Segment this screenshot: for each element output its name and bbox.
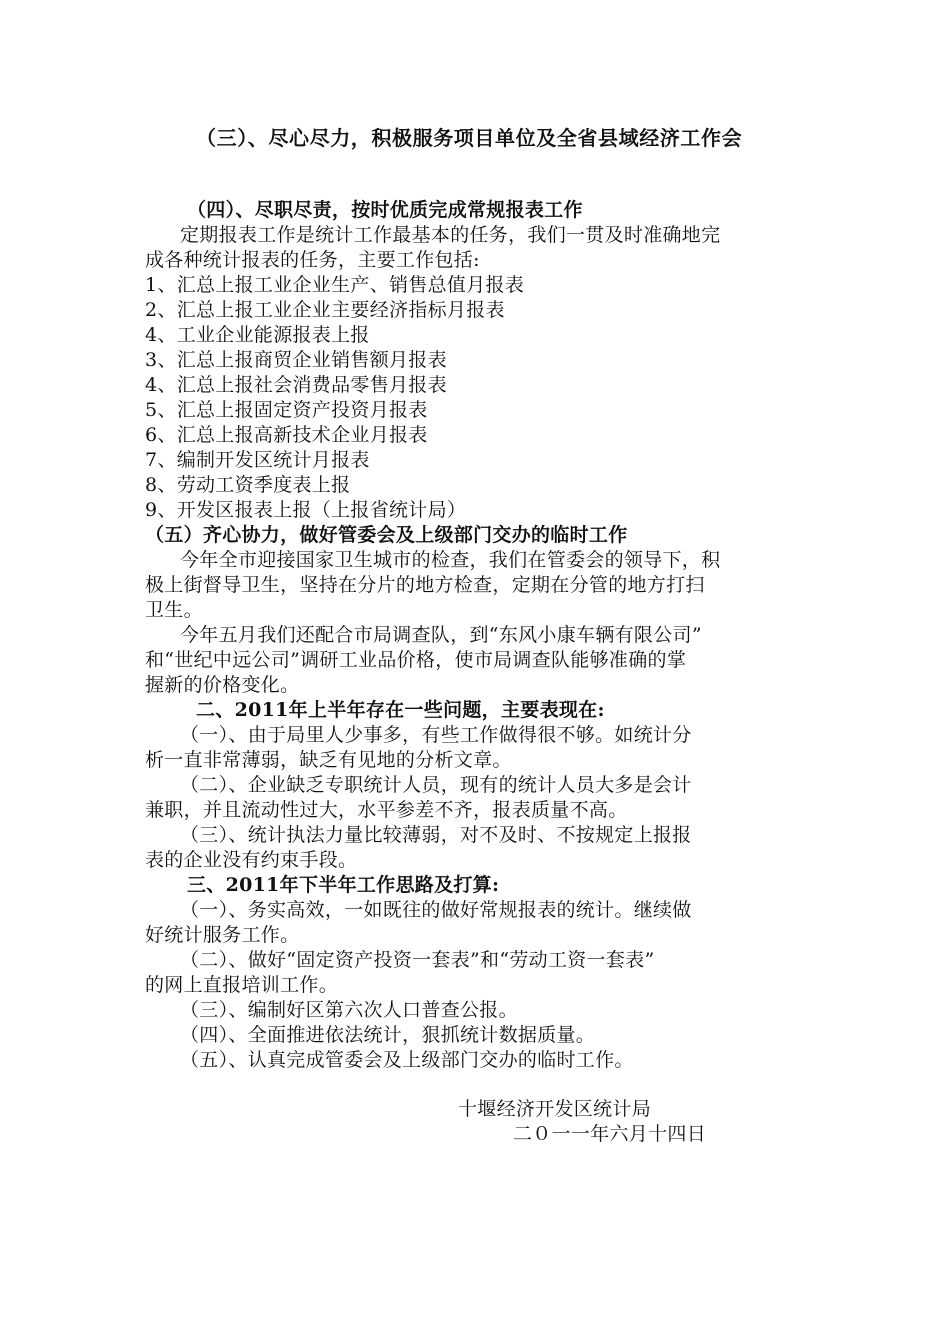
- section5-p2-line1: 今年五月我们还配合市局调查队，到“东风小康车辆有限公司”: [180, 624, 702, 646]
- report-list-item: 3、汇总上报商贸企业销售额月报表: [145, 349, 447, 371]
- section3-heading: （三）、尽心尽力，积极服务项目单位及全省县域经济工作会: [196, 126, 743, 150]
- section4-heading: （四）、尽职尽责，按时优质完成常规报表工作: [187, 199, 583, 221]
- section5-heading: （五）齐心协力，做好管委会及上级部门交办的临时工作: [145, 524, 628, 546]
- part2-item2-line1: （二）、企业缺乏专职统计人员，现有的统计人员大多是会计: [180, 774, 692, 796]
- report-list-item: 4、汇总上报社会消费品零售月报表: [145, 374, 447, 396]
- report-list-item: 2、汇总上报工业企业主要经济指标月报表: [145, 299, 505, 321]
- section5-p1-line2: 极上街督导卫生，坚持在分片的地方检查，定期在分管的地方打扫: [145, 574, 705, 596]
- part3-heading: 三、2011年下半年工作思路及打算:: [187, 874, 500, 896]
- signature-org: 十堰经济开发区统计局: [458, 1098, 652, 1120]
- report-list-item: 5、汇总上报固定资产投资月报表: [145, 399, 428, 421]
- part2-item1-line2: 析一直非常薄弱，缺乏有见地的分析文章。: [145, 749, 512, 771]
- report-list-item: 1、汇总上报工业企业生产、销售总值月报表: [145, 274, 525, 296]
- report-list-item: 7、编制开发区统计月报表: [145, 449, 370, 471]
- part2-item2-line2: 兼职，并且流动性过大，水平参差不齐，报表质量不高。: [145, 799, 628, 821]
- report-list-item: 9、开发区报表上报（上报省统计局）: [145, 499, 467, 521]
- part3-item1-line1: （一）、务实高效，一如既往的做好常规报表的统计。继续做: [180, 899, 692, 921]
- signature-date: 二０一一年六月十四日: [513, 1123, 707, 1145]
- part3-item4: （四）、全面推进依法统计，狠抓统计数据质量。: [180, 1024, 596, 1046]
- report-list-item: 4、工业企业能源报表上报: [145, 324, 370, 346]
- part3-item1-line2: 好统计服务工作。: [145, 924, 300, 946]
- part3-item3: （三）、编制好区第六次人口普查公报。: [180, 999, 518, 1021]
- part3-item2-line2: 的网上直报培训工作。: [145, 974, 339, 996]
- part3-item2-line1: （二）、做好“固定资产投资一套表”和“劳动工资一套表”: [180, 949, 655, 971]
- section5-p1-line3: 卫生。: [145, 599, 203, 621]
- part2-item3-line2: 表的企业没有约束手段。: [145, 849, 358, 871]
- section4-intro-line2: 成各种统计报表的任务，主要工作包括:: [145, 249, 480, 271]
- part3-item5: （五）、认真完成管委会及上级部门交办的临时工作。: [180, 1049, 634, 1071]
- section4-intro-line1: 定期报表工作是统计工作最基本的任务，我们一贯及时准确地完: [180, 224, 721, 246]
- part2-item1-line1: （一）、由于局里人少事多，有些工作做得很不够。如统计分: [180, 724, 692, 746]
- section5-p2-line2: 和“世纪中远公司”调研工业品价格，使市局调查队能够准确的掌: [145, 649, 687, 671]
- part2-heading: 二、2011年上半年存在一些问题，主要表现在:: [196, 699, 605, 721]
- section5-p2-line3: 握新的价格变化。: [145, 674, 300, 696]
- part2-item3-line1: （三）、统计执法力量比较薄弱，对不及时、不按规定上报报: [180, 824, 692, 846]
- section5-p1-line1: 今年全市迎接国家卫生城市的检查，我们在管委会的领导下，积: [180, 549, 721, 571]
- report-list-item: 6、汇总上报高新技术企业月报表: [145, 424, 428, 446]
- report-list-item: 8、劳动工资季度表上报: [145, 474, 351, 496]
